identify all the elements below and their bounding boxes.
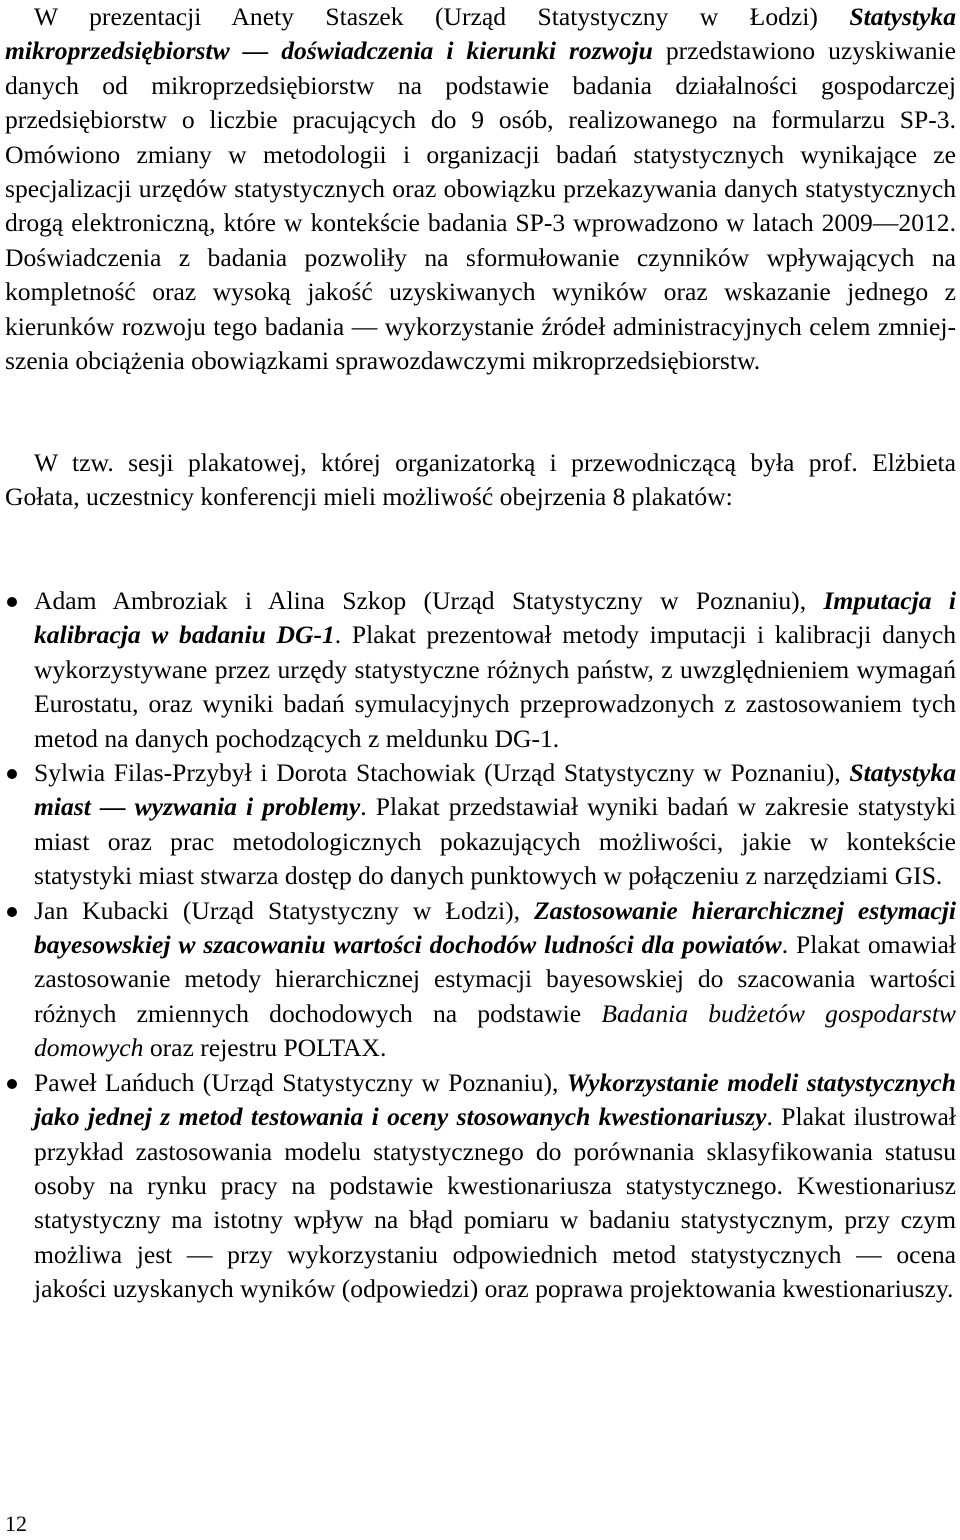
poster-description: . Plakat prezentował metody imputacji i kalibracji danych wykorzystywane przez urzędy statystyczne różnych państw, z uwzględnieniem wymagań Eurostatu, oraz wyniki badań symulacyjnych przeprowadzonych z zastosowaniem tych metod na danych pochodzących z meldunku DG-1. <box>34 620 956 753</box>
intro-text-start: W prezentacji Anety Staszek (Urząd Statystyczny w Łodzi) <box>34 2 850 31</box>
bullet-icon <box>7 1079 17 1089</box>
poster-authors: Paweł Lańduch (Urząd Statystyczny w Poznaniu), <box>34 1067 567 1097</box>
bullet-icon <box>7 769 17 779</box>
poster-description: . Plakat przedstawiał wyniki badań w zakresie statystyki miast oraz prac metodologicznych pokazujących możliwości, jakie w kontekście statystyki miast stwarza dostęp do danych punktowych w połączeniu z narzędziami GIS. <box>34 792 956 891</box>
poster-list <box>0 584 956 1307</box>
list-item <box>0 584 956 756</box>
bullet-icon <box>7 597 17 607</box>
survey-name: Badania budżetów gospodarstw domowych <box>34 998 957 1063</box>
poster-description: . Plakat omawiał zastosowanie metody hierarchicznej estymacji bayesowskiej do szacowania wartości różnych zmiennych dochodowych na podstawie <box>34 930 956 1028</box>
bullet-icon <box>7 907 17 917</box>
list-item <box>0 1066 956 1307</box>
poster-authors: Adam Ambroziak i Alina Szkop (Urząd Statystyczny w Poznaniu), <box>34 586 824 615</box>
page-number: 12 <box>5 1511 27 1536</box>
poster-session-paragraph: W tzw. sesji plakatowej, której organizatorką i przewodniczącą była prof. Elżbieta Gołata, uczestnicy konferencji mieli możliwość obejrzenia 8 plakatów: <box>5 448 956 512</box>
intro-text-rest: przedstawiono uzyskiwanie danych od mikroprzedsiębiorstw na podstawie badania działalności gospodarczej przedsiębiorstw o liczbie pracujących do 9 osób, realizowanego na formularzu SP-3. Omówiono zmiany w metodologii i organizacji badań statystycznych wynikające ze specjalizacji urzędów statystycznych oraz obowiązku przekazywania danych statystycznych drogą elektroniczną, które w kontekście badania SP-3 wprowadzono w latach 2009—2012. Doświadczenia z badania pozwoliły na sformułowanie czynników wpływających na kompletność oraz wysoką jakość uzyskiwanych wyników oraz wskazanie jednego z kierunków rozwoju tego badania — wykorzystanie źródeł administracyjnych celem zmniejszenia obciążenia obowiązkami sprawozdawczymi mikroprzedsiębiorstw. <box>5 36 956 376</box>
list-item <box>0 756 956 894</box>
poster-title: Wykorzystanie modeli statystycznych jako jednej z metod testowania i oceny stosowanych kwestionariuszy <box>34 1067 956 1132</box>
poster-description-end: oraz rejestru POLTAX. <box>143 1033 387 1063</box>
poster-title: Imputacja i kalibracja w badaniu DG-1 <box>34 586 956 650</box>
poster-authors: Jan Kubacki (Urząd Statystyczny w Łodzi), <box>34 895 535 925</box>
list-item <box>0 894 956 1066</box>
poster-authors: Sylwia Filas-Przybył i Dorota Stachowiak (Urząd Statystyczny w Poznaniu), <box>34 758 850 788</box>
presentation-title: Statystyka mikroprzedsiębiorstw — doświadczenia i kierunki rozwoju <box>5 2 956 66</box>
intro-paragraph <box>5 0 956 378</box>
poster-title: Zastosowanie hierarchicznej estymacji bayesowskiej w szacowaniu wartości dochodów ludności dla powiatów <box>34 895 956 960</box>
poster-description: . Plakat ilustrował przykład zastosowania modelu statystycznego do porównania sklasyfikowania statusu osoby na rynku pracy na podstawie kwestionariusza statystycznego. Kwestionariusz statystyczny ma istotny wpływ na błąd pomiaru w badaniu statystycznym, przy czym możliwa jest — przy wykorzystaniu odpowiednich metod statystycznych — ocena jakości uzyskanych wyników (odpowiedzi) oraz poprawa projektowania kwestionariuszy. <box>34 1102 956 1304</box>
poster-title: Statystyka miast — wyzwania i problemy <box>34 758 956 822</box>
